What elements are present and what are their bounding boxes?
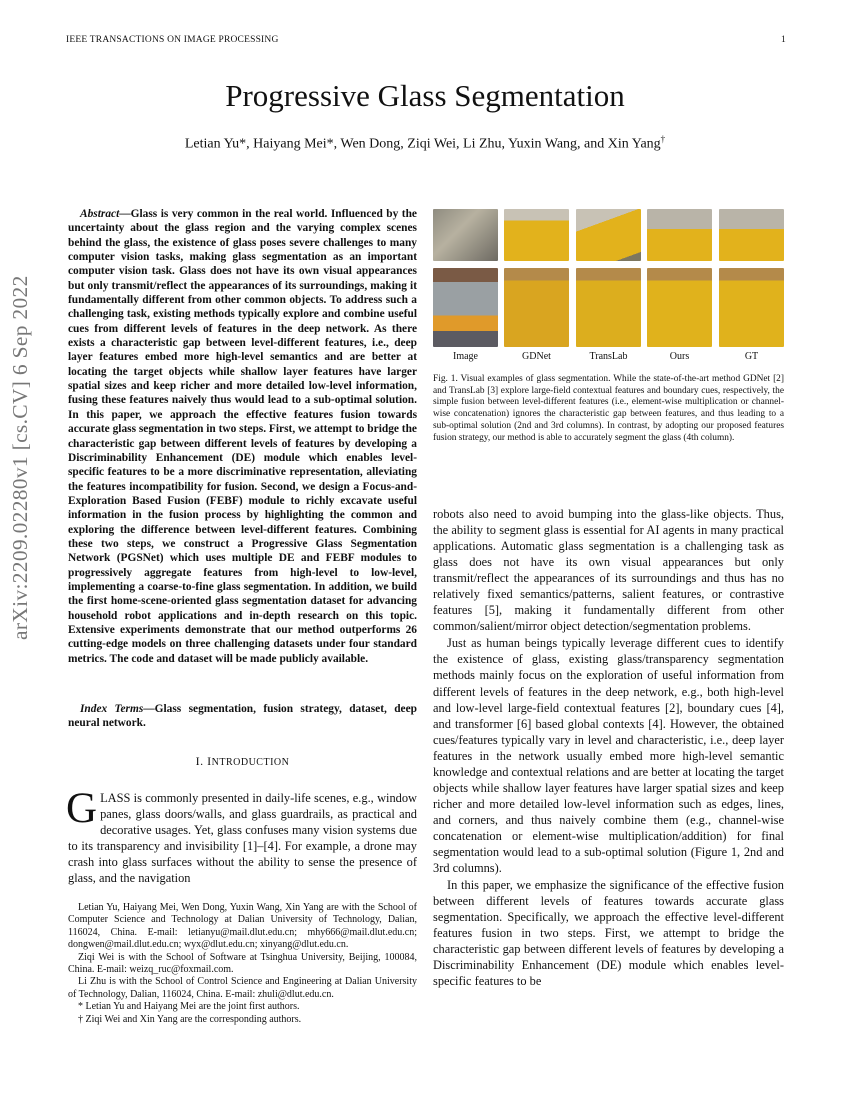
intro-text: is commonly presented in daily-life scenes, e.g., window panes, glass doors/walls, and glass guardrails, as practical and decorative usages. Yet, glass confuses many vision systems due to its transparency and invisibility [1]–[4]. For example, a drone may crash into glass surfaces without the ability to sense the presence of glass, and the navigation [68, 791, 417, 886]
footnotes [68, 902, 417, 1026]
figure-column-label: GT [744, 351, 759, 362]
figure-caption: Fig. 1. Visual examples of glass segmentation. While the state-of-the-art method GDNet [2] and TransLab [3] explore large-field contextual features and boundary cues, respectively, the simple fusion between level-different features (i.e., element-wise multiplication or channel-wise concatenation) ignores the characteristic gap between features, and thus leading to a sub-optimal solution (2nd and 3rd columns). In contrast, by adopting our proposed features fusion strategy, our method is able to accurately segment the glass (4th column). [433, 374, 784, 443]
drop-cap: G [66, 785, 98, 832]
footnote: Letian Yu, Haiyang Mei, Wen Dong, Yuxin Wang, Xin Yang are with the School of Computer Science and Technology at Dalian University of Technology, Dalian, 116024, China. E-mail: letianyu@mail.dlut.edu.cn; mhy666@mail.dlut.edu.cn; dongwen@mail.dlut.edu.cn; wyx@dlut.edu.cn; xinyang@dlut.edu.cn. [68, 902, 417, 951]
journal-name: IEEE TRANSACTIONS ON IMAGE PROCESSING [66, 35, 279, 45]
section-title-first: I [207, 754, 212, 768]
figure-column-label: Image [453, 351, 478, 362]
abstract-label: Abstract [80, 208, 120, 220]
body-paragraph: Just as human beings typically leverage different cues to identify the existence of glass, existing glass/transparency segmentation methods mainly focus on the exploration of useful information from different levels of features in the deep network, e.g., both high-level and low-level large-field contextual features [2], boundary cues [4], and transformer [6] based global contexts [4]. However, the obtained cues/features typically vary in level and characteristic, i.e., deep layer features in the network usually embed more high-level semantic knowledge and contextual relations and are better at locating the target objects while shallow layer features have larger spatial sizes and keep richer and more detailed low-level information such as edges, lines, and corners, and thus naively combine them (e.g., channel-wise concatenation or element-wise multiplication/addition) for final segmentation would lead to a sub-optimal solution (Figure 1, 2nd and 3rd columns). [433, 636, 784, 876]
right-column-body [433, 506, 784, 989]
index-terms-label: Index Terms [80, 703, 144, 715]
ours-thumbnail [647, 268, 712, 347]
figure-column-label: Ours [669, 351, 690, 362]
author-names: Letian Yu*, Haiyang Mei*, Wen Dong, Ziqi Wei, Li Zhu, Yuxin Wang, and Xin Yang [184, 136, 661, 152]
index-terms [68, 702, 417, 731]
page-number: 1 [781, 35, 786, 45]
ours-thumbnail [647, 209, 712, 261]
section-title-rest: NTRODUCTION [211, 757, 290, 768]
translab-thumbnail [576, 268, 641, 347]
gt-thumbnail [719, 209, 784, 261]
footnote: Li Zhu is with the School of Control Science and Engineering at Dalian University of Technology, Dalian, 116024, China. E-mail: zhuli@dlut.edu.cn. [68, 976, 417, 1000]
image-thumbnail [433, 268, 498, 347]
abstract-text: —Glass is very common in the real world. Influenced by the uncertainty about the glass region and the varying complex scenes behind the glass, the existence of glass poses severe challenges to many computer vision tasks, making glass segmentation as an important computer vision task. Glass does not have its own visual appearances but only transmit/reflect the appearances of its surroundings, making it fundamentally different from other common objects. To address such a challenging task, existing methods typically explore and combine useful cues from different levels of features in the deep network. As there exists a characteristic gap between level-different features, i.e., deep layer features embed more high-level semantics and are better at locating the target objects while shallow layer features have larger spatial sizes and keep richer and more detailed low-level information, fusing these features naively thus would lead to a sub-optimal solution. In this paper, we approach the effective features fusion towards accurate glass segmentation in two steps. First, we attempt to bridge the characteristic gap between different levels of features by developing a Discriminability Enhancement (DE) module which enables level-specific features to be a more discriminative representation, alleviating the features incompatibility for fusion. Second, we design a Focus-and-Exploration Based Fusion (FEBF) module to richly excavate useful information in the fusion process by highlighting the common and exploring the difference between level-different features. Combining these two steps, we construct a Progressive Glass Segmentation Network (PGSNet) which uses multiple DE and FEBF modules to progressively aggregate features from high-level to low-level, implementing a coarse-to-fine glass segmentation. In addition, we build the first home-scene-oriented glass segmentation dataset for advancing household robot applications and in-depth research on this topic. Extensive experiments demonstrate that our method outperforms 26 cutting-edge models on three challenging datasets under four standard metrics. The code and dataset will be made publicly available. [68, 208, 417, 665]
gdnet-thumbnail [504, 209, 569, 261]
abstract [68, 207, 417, 666]
author-list [0, 134, 850, 153]
body-paragraph: robots also need to avoid bumping into the glass-like objects. Thus, the ability to segment glass is essential for AI agents in many practical applications. Automatic glass segmentation is a challenging task as glass does not have its own visual appearances but only transmit/reflect the appearances of its surroundings and thus has no relatively fixed semantics/patterns, salient features, or contrastive features [5], making it fundamentally different from other common/salient/mirror object detection/segmentation problems. [433, 507, 784, 634]
footnote: Ziqi Wei is with the School of Software at Tsinghua University, Beijing, 100084, China. E-mail: weizq_ruc@foxmail.com. [68, 951, 417, 976]
arxiv-stamp-text: arXiv:2209.02280v1 [cs.CV] 6 Sep 2022 [8, 275, 32, 640]
translab-thumbnail [576, 209, 641, 261]
introduction-paragraph [66, 785, 417, 886]
footnote: † Ziqi Wei and Xin Yang are the corresponding authors. [78, 1013, 302, 1025]
index-terms-text: —Glass segmentation, fusion strategy, dataset, deep neural network. [68, 703, 417, 730]
figure-column-label: GDNet [522, 351, 551, 362]
body-paragraph: In this paper, we emphasize the significance of the effective fusion between different levels of features towards accurate glass segmentation. Specifically, we approach the effective level-different features fusion in two steps. First, we attempt to bridge the characteristic gap between different levels of features by developing a Discriminability Enhancement (DE) module which enables level-specific features to be [433, 878, 784, 989]
gdnet-thumbnail [504, 268, 569, 347]
section-numeral: I. [195, 754, 208, 768]
gt-thumbnail [719, 268, 784, 347]
footnote: * Letian Yu and Haiyang Mei are the joint first authors. [78, 1001, 300, 1013]
paper-title: Progressive Glass Segmentation [225, 78, 625, 113]
image-thumbnail [433, 209, 498, 261]
section-heading-introduction [68, 754, 417, 769]
figure-1 [433, 209, 784, 369]
figure-column-label: TransLab [589, 351, 628, 362]
running-header [66, 35, 786, 45]
corresponding-mark: † [660, 134, 666, 144]
intro-lead: LASS [100, 791, 131, 805]
